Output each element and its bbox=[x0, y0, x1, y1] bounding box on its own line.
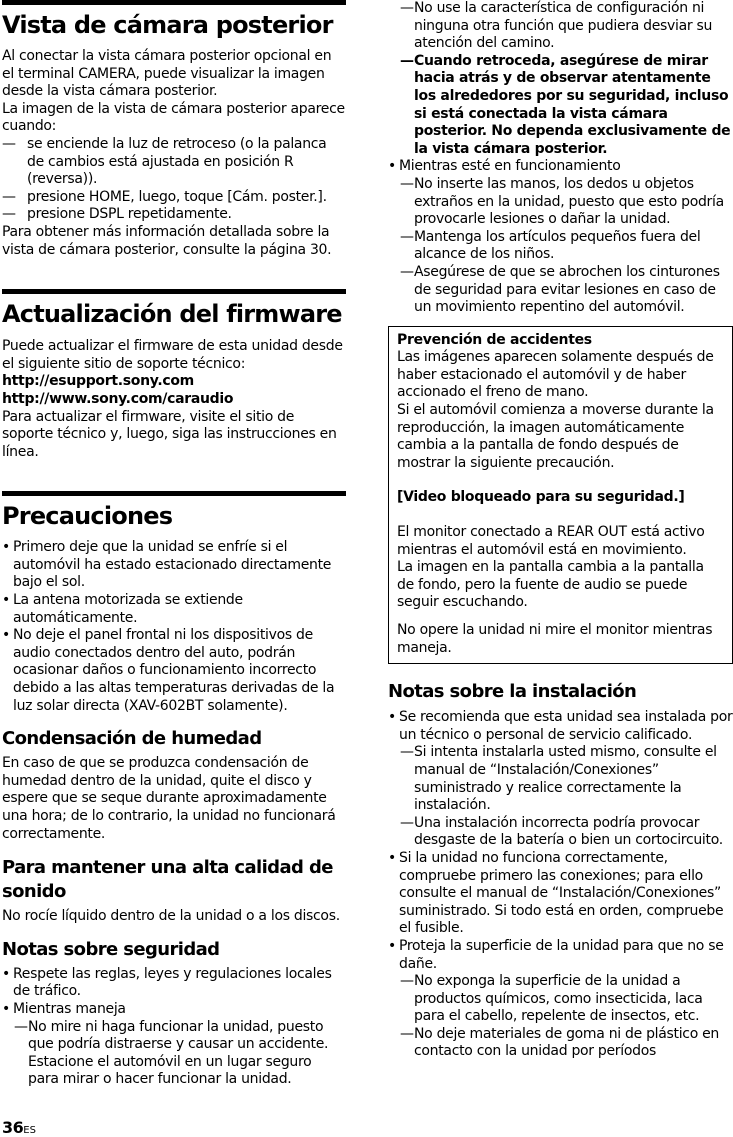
list-item: • Proteja la superficie de la unidad para que no se dañe. bbox=[388, 938, 733, 973]
list-item: — No mire ni haga funcionar la unidad, puesto que podría distraerse y causar un accidente. Estacione el automóvil en un lugar seguro para mirar o hacer funcionar la unidad. bbox=[14, 1019, 346, 1089]
list-item: • Primero deje que la unidad se enfríe si el automóvil ha estado estacionado directamente bajo el sol. bbox=[2, 539, 346, 592]
list-item: • Si la unidad no funciona correctamente, compruebe primero las conexiones; para ello consulte el manual de “Instalación/Conexiones” suministrado. Si todo está en orden, compruebe el fusible. bbox=[388, 850, 733, 938]
camara-appears: La imagen de la vista de cámara posterior aparece cuando: bbox=[2, 100, 345, 135]
list-item: • Mientras esté en funcionamiento bbox=[388, 158, 733, 176]
list-item: • Se recomienda que esta unidad sea instalada por un técnico o personal de servicio calificado. bbox=[388, 709, 733, 744]
heading-seguridad: Notas sobre seguridad bbox=[2, 938, 220, 960]
precauciones-list bbox=[2, 539, 346, 715]
heading-instalacion: Notas sobre la instalación bbox=[388, 681, 637, 703]
calidad-text: No rocíe líquido dentro de la unidad o a los discos. bbox=[2, 908, 340, 925]
list-item: — No deje materiales de goma ni de plástico en contacto con la unidad por períodos bbox=[400, 1026, 733, 1061]
box-text: Las imágenes aparecen solamente después de haber estacionado el automóvil y de haber accionado el freno de mano. bbox=[397, 349, 714, 401]
section-rule bbox=[2, 0, 346, 5]
instalacion-list bbox=[388, 709, 733, 744]
heading-precauciones: Precauciones bbox=[2, 502, 173, 531]
caraudio-link[interactable]: http://www.sony.com/caraudio bbox=[2, 390, 234, 407]
section-rule bbox=[2, 289, 346, 294]
superficie-sublist bbox=[400, 973, 733, 1061]
page-language-suffix: ES bbox=[23, 1125, 36, 1136]
list-item: — Cuando retroceda, asegúrese de mirar hacia atrás y de observar atentamente los alrededores por su seguridad, incluso si está conectada la vista cámara posterior. No dependa exclusivamente de la vista cámara posterior. bbox=[400, 53, 733, 159]
list-item: • Mientras maneja bbox=[2, 1001, 346, 1019]
accident-prevention-box bbox=[388, 326, 733, 665]
list-item: • La antena motorizada se extiende automáticamente. bbox=[2, 592, 346, 627]
list-item: • Respete las reglas, leyes y regulaciones locales de tráfico. bbox=[2, 966, 346, 1001]
seguridad-sublist bbox=[14, 1019, 346, 1089]
box-text: El monitor conectado a REAR OUT está activo mientras el automóvil está en movimiento. bbox=[397, 524, 705, 558]
support-link[interactable]: http://esupport.sony.com bbox=[2, 373, 194, 390]
camara-list bbox=[2, 136, 346, 224]
seguridad-list-2 bbox=[388, 158, 733, 176]
list-item: — se enciende la luz de retroceso (o la palanca de cambios está ajustada en posición R (reversa)). bbox=[2, 136, 346, 189]
box-text: La imagen en la pantalla cambia a la pantalla de fondo, pero la fuente de audio se puede seguir escuchando. bbox=[397, 559, 704, 611]
box-title: Prevención de accidentes bbox=[397, 331, 592, 348]
heading-condensacion: Condensación de humedad bbox=[2, 728, 262, 750]
heading-firmware: Actualización del firmware bbox=[2, 300, 342, 329]
heading-calidad: Para mantener una alta calidad de sonido bbox=[2, 857, 333, 903]
seguridad-list bbox=[2, 966, 346, 1019]
list-item: — Una instalación incorrecta podría provocar desgaste de la batería o bien un cortocircuito. bbox=[400, 815, 733, 850]
list-item: — Si intenta instalarla usted mismo, consulte el manual de “Instalación/Conexiones” suministrado y realice correctamente la instalación. bbox=[400, 744, 733, 814]
page-number bbox=[2, 1118, 36, 1137]
section-rule bbox=[2, 491, 346, 496]
firmware-intro: Puede actualizar el firmware de esta unidad desde el siguiente sitio de soporte técnico: bbox=[2, 338, 343, 372]
box-text: No opere la unidad ni mire el monitor mientras maneja. bbox=[397, 622, 713, 656]
instalacion-list-2 bbox=[388, 850, 733, 973]
list-item: • No deje el panel frontal ni los dispositivos de audio conectados dentro del auto, podrán ocasionar daños o funcionamiento incorrecto debido a las altas temperaturas derivadas de la luz solar directa (XAV-602BT solamente). bbox=[2, 627, 346, 715]
right-column bbox=[388, 0, 733, 1061]
page-number-value: 36 bbox=[2, 1118, 24, 1137]
left-column bbox=[2, 0, 346, 1089]
list-item: — presione DSPL repetidamente. bbox=[2, 206, 346, 224]
camara-intro: Al conectar la vista cámara posterior opcional en el terminal CAMERA, puede visualizar la imagen desde la vista cámara posterior. bbox=[2, 48, 332, 100]
camara-reference: Para obtener más información detallada sobre la vista de cámara posterior, consulte la página 30. bbox=[2, 223, 332, 258]
seguridad-sublist-cont bbox=[400, 0, 733, 158]
heading-camara: Vista de cámara posterior bbox=[2, 11, 333, 39]
box-warning: [Video bloqueado para su seguridad.] bbox=[397, 489, 685, 506]
list-item: — Mantenga los artículos pequeños fuera del alcance de los niños. bbox=[400, 229, 733, 264]
condensacion-text: En caso de que se produzca condensación de humedad dentro de la unidad, quite el disco y espere que se seque durante aproximadamente una hora; de lo contrario, la unidad no funcionará correctamente. bbox=[2, 755, 336, 842]
list-item: — No use la característica de configuración ni ninguna otra función que pudiera desviar su atención del camino. bbox=[400, 0, 733, 53]
list-item: — No inserte las manos, los dedos u objetos extraños en la unidad, puesto que esto podría provocarle lesiones o dañar la unidad. bbox=[400, 176, 733, 229]
list-item: — Asegúrese de que se abrochen los cinturones de seguridad para evitar lesiones en caso de un movimiento repentino del automóvil. bbox=[400, 264, 733, 317]
list-item: — presione HOME, luego, toque [Cám. poster.]. bbox=[2, 189, 346, 207]
box-text: Si el automóvil comienza a moverse durante la reproducción, la imagen automáticamente cambia a la pantalla de fondo después de mostrar la siguiente precaución. bbox=[397, 402, 714, 471]
list-item: — No exponga la superficie de la unidad a productos químicos, como insecticida, laca para el cabello, repelente de insectos, etc. bbox=[400, 973, 733, 1026]
firmware-instructions: Para actualizar el firmware, visite el sitio de soporte técnico y, luego, siga las instrucciones en línea. bbox=[2, 408, 337, 460]
funcionamiento-sublist bbox=[400, 176, 733, 317]
instalacion-sublist bbox=[400, 744, 733, 850]
